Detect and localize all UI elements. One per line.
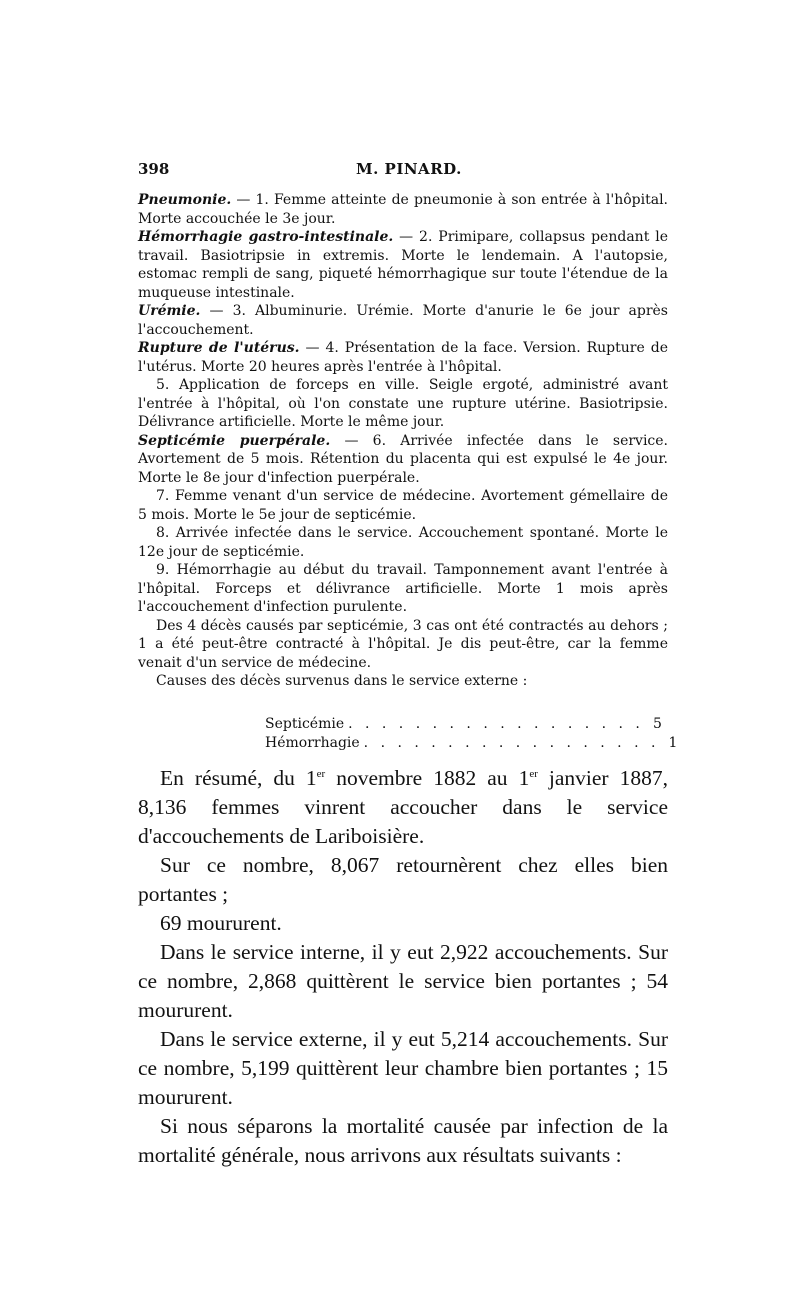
running-head: M. PINARD. [356, 160, 462, 178]
page-number: 398 [138, 160, 170, 178]
cause-label: Hémorrhagie [265, 735, 360, 751]
text-run: En résumé, du 1 [160, 766, 317, 790]
case-paragraph [138, 432, 668, 488]
body-paragraph [138, 764, 668, 851]
leader-dots: . . . . . . . . . . . . . . . . . . [348, 716, 644, 732]
case-paragraph [138, 191, 668, 228]
case-text: 7. Femme venant d'un service de médecine. Avortement gémellaire de 5 mois. Morte le 5e jour de septicémie. [138, 488, 668, 523]
case-title: Hémorrhagie gastro-intestinale. [138, 229, 394, 245]
causes-intro-text: Causes des décès survenus dans le service externe : [156, 673, 528, 689]
case-text: — 6. Arrivée infectée dans le service. Avortement de 5 mois. Rétention du placenta qui est expulsé le 4e jour. Morte le 8e jour d'infection puerpérale. [138, 432, 669, 486]
causes-intro [138, 672, 668, 691]
summary-paragraph [138, 617, 668, 673]
table-row [265, 734, 678, 753]
case-title: Pneumonie. [138, 192, 232, 208]
case-text: — 2. Primipare, collapsus pendant le travail. Basiotripsie in extremis. Morte le lendemain. A l'autopsie, estomac rempli de sang, piqueté hémorrhagique sur toute l'étendue de la muqueuse intestinale. [138, 229, 668, 301]
page-header [138, 160, 668, 182]
case-paragraph [138, 487, 668, 524]
body-paragraph: Si nous séparons la mortalité causée par infection de la mortalité générale, nous arrivons aux résultats suivants : [138, 1114, 668, 1167]
leader-dots: . . . . . . . . . . . . . . . . . . [363, 735, 660, 751]
superscript: er [316, 767, 326, 780]
case-text: — 4. Présentation de la face. Version. Rupture de l'utérus. Morte 20 heures après l'entrée à l'hôpital. [138, 340, 668, 375]
case-paragraph [138, 524, 668, 561]
cause-count: 1 [668, 735, 678, 751]
cause-label: Septicémie [265, 716, 345, 732]
text-run: novembre 1882 au 1 [325, 766, 530, 790]
body-paragraph: Dans le service interne, il y eut 2,922 accouchements. Sur ce nombre, 2,868 quittèrent le service bien portantes ; 54 moururent. [138, 940, 668, 1022]
case-text: 9. Hémorrhagie au début du travail. Tamponnement avant l'entrée à l'hôpital. Forceps et délivrance artificielle. Morte 1 mois après l'accouchement d'infection purulente. [138, 562, 668, 615]
case-title: Urémie. [138, 303, 201, 319]
case-title: Rupture de l'utérus. [138, 340, 300, 356]
text-run: janvier 1887, 8,136 femmes vinrent accoucher dans le service d'accouchements de Lariboisière. [138, 766, 668, 848]
case-text: 8. Arrivée infectée dans le service. Accouchement spontané. Morte le 12e jour de septicémie. [138, 525, 668, 560]
case-text: 5. Application de forceps en ville. Seigle ergoté, administré avant l'entrée à l'hôpital, où l'on constate une rupture utérine. Basiotripsie. Délivrance artificielle. Morte le même jour. [138, 377, 668, 430]
summary-text: Des 4 décès causés par septicémie, 3 cas ont été contractés au dehors ; 1 a été peut-être contracté à l'hôpital. Je dis peut-être, car la femme venait d'un service de médecine. [138, 617, 668, 671]
main-text [138, 764, 668, 1170]
case-paragraph [138, 228, 668, 302]
causes-table [265, 715, 678, 753]
body-paragraph: Sur ce nombre, 8,067 retournèrent chez elles bien portantes ; [138, 853, 668, 906]
case-title: Septicémie puerpérale. [138, 432, 331, 449]
case-paragraph [138, 339, 668, 376]
table-row [265, 715, 662, 734]
case-text: — 1. Femme atteinte de pneumonie à son entrée à l'hôpital. Morte accouchée le 3e jour. [138, 192, 668, 227]
body-paragraph: 69 moururent. [160, 911, 282, 935]
cause-count: 5 [652, 716, 662, 732]
case-paragraph [138, 561, 668, 617]
case-paragraph [138, 376, 668, 432]
case-text: — 3. Albuminurie. Urémie. Morte d'anurie le 6e jour après l'accouchement. [138, 303, 668, 338]
superscript: er [529, 767, 538, 780]
case-paragraph [138, 302, 668, 339]
case-list [138, 191, 668, 691]
body-paragraph: Dans le service externe, il y eut 5,214 accouchements. Sur ce nombre, 5,199 quittèrent leur chambre bien portantes ; 15 moururent. [138, 1027, 668, 1109]
